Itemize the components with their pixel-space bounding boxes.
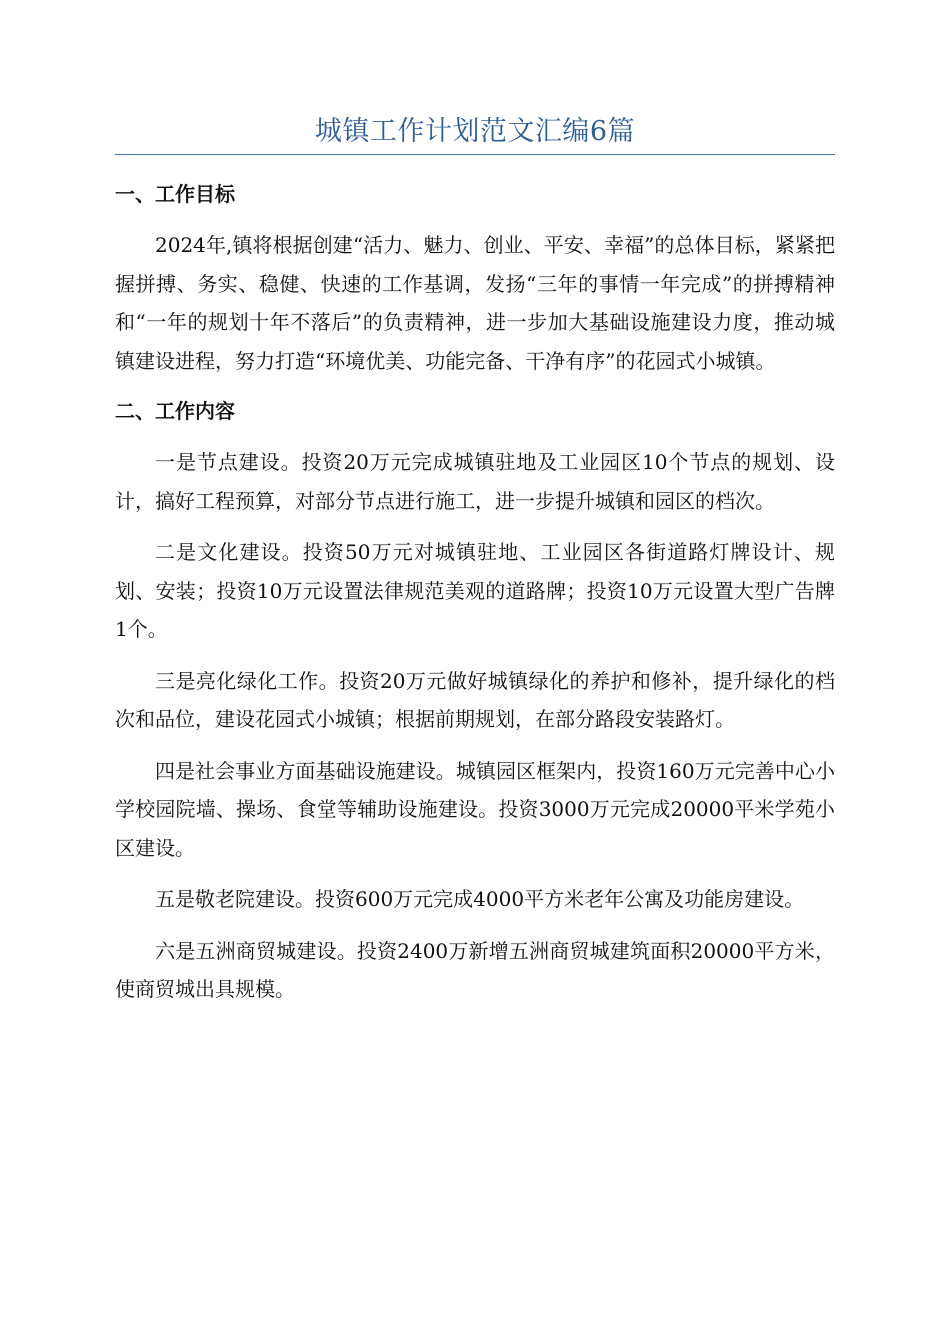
section-contents bbox=[115, 393, 835, 1009]
title-underline bbox=[115, 154, 835, 155]
document-body bbox=[115, 176, 835, 1022]
paragraph: 一是节点建设。投资20万元完成城镇驻地及工业园区10个节点的规划、设计，搞好工程预算，对部分节点进行施工，进一步提升城镇和园区的档次。 bbox=[115, 450, 835, 513]
page-title: 城镇工作计划范文汇编6篇 bbox=[314, 116, 636, 147]
paragraph: 2024年,镇将根据创建“活力、魅力、创业、平安、幸福”的总体目标，紧紧把握拼搏、务实、稳健、快速的工作基调，发扬“三年的事情一年完成”的拼搏精神和“一年的规划十年不落后”的负责精神，进一步加大基础设施建设力度，推动城镇建设进程，努力打造“环境优美、功能完备、干净有序”的花园式小城镇。 bbox=[115, 233, 835, 373]
section-heading: 一、工作目标 bbox=[115, 182, 235, 206]
paragraph: 五是敬老院建设。投资600万元完成4000平方米老年公寓及功能房建设。 bbox=[155, 887, 805, 911]
paragraph: 四是社会事业方面基础设施建设。城镇园区框架内，投资160万元完善中心小学校园院墙、操场、食堂等辅助设施建设。投资3000万元完成20000平米学苑小区建设。 bbox=[115, 758, 835, 860]
section-goals bbox=[115, 176, 835, 380]
paragraph: 三是亮化绿化工作。投资20万元做好城镇绿化的养护和修补，提升绿化的档次和品位，建设花园式小城镇；根据前期规划，在部分路段安装路灯。 bbox=[115, 668, 835, 731]
paragraph: 二是文化建设。投资50万元对城镇驻地、工业园区各街道路灯牌设计、规划、安装；投资10万元设置法律规范美观的道路牌；投资10万元设置大型广告牌1个。 bbox=[115, 540, 835, 641]
section-heading: 二、工作内容 bbox=[115, 399, 235, 423]
paragraph: 六是五洲商贸城建设。投资2400万新增五洲商贸城建筑面积20000平方米，使商贸城出具规模。 bbox=[115, 938, 835, 1001]
